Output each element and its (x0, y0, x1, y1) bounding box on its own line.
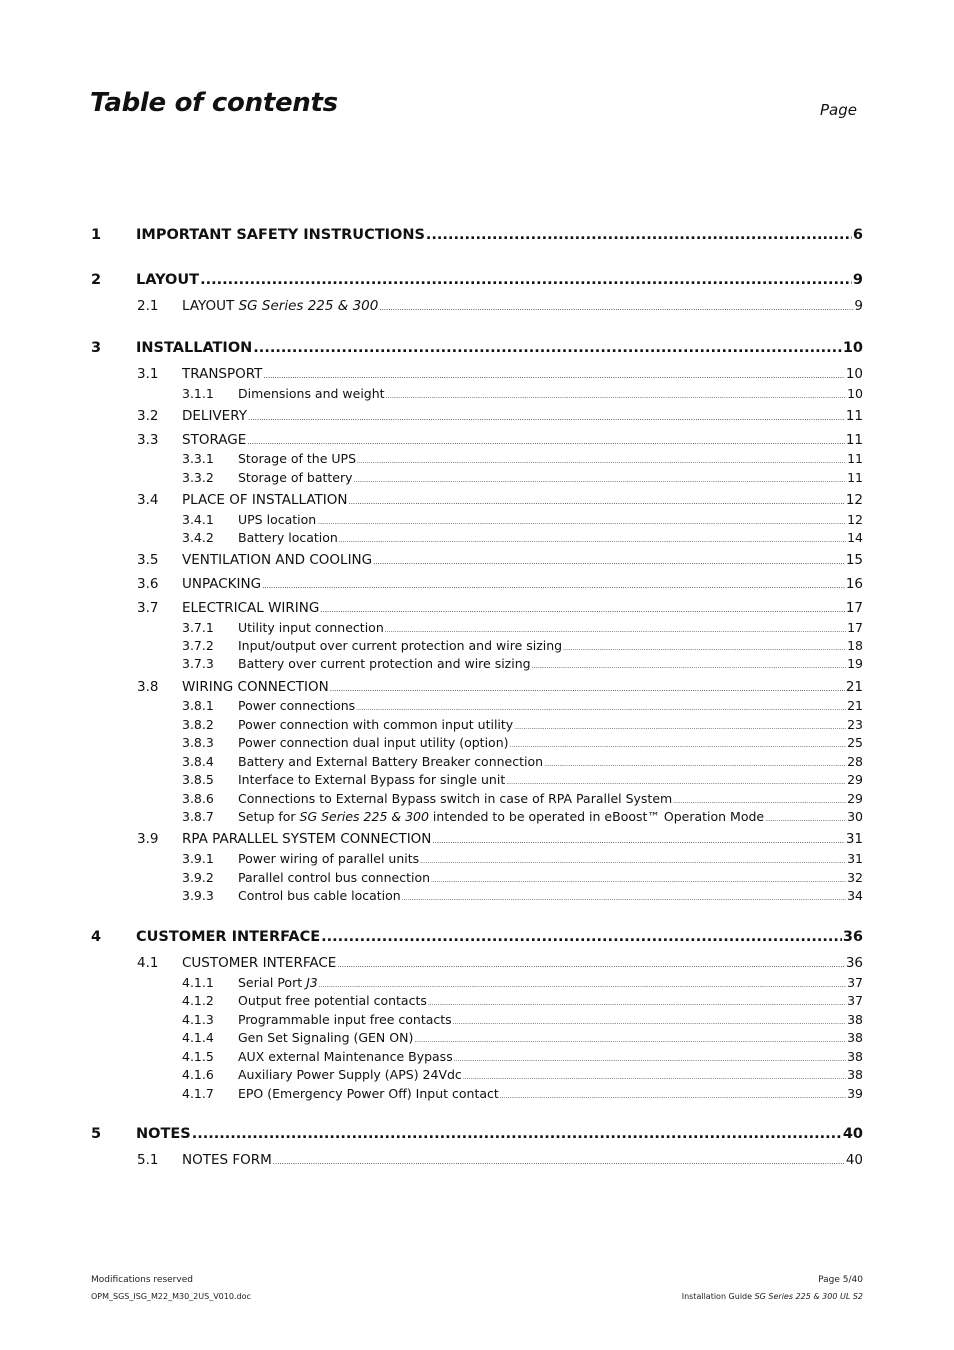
toc-entry-number: 3.9 (137, 831, 159, 847)
toc-entry-page: 32 (847, 870, 863, 885)
toc-dot-leader (532, 663, 847, 670)
toc-entry[interactable] (137, 432, 863, 450)
toc-entry-number: 3.7.3 (182, 656, 214, 671)
toc-entry-number: 3.9.1 (182, 851, 214, 866)
toc-entry[interactable] (137, 831, 863, 849)
toc-entry-number: 3.5 (137, 552, 159, 568)
toc-entry-page: 23 (847, 717, 863, 732)
toc-entry-page: 29 (847, 772, 863, 787)
footer-document-title (682, 1292, 863, 1301)
toc-entry-title: VENTILATION AND COOLING (182, 552, 373, 568)
toc-entry-page: 9 (852, 272, 863, 288)
toc-entry-title: Battery location (238, 530, 338, 545)
toc-entry-number: 3.4.2 (182, 530, 214, 545)
toc-entry-title: Serial Port J3 (238, 975, 318, 990)
toc-entry-title: NOTES (136, 1126, 191, 1142)
toc-dot-leader (373, 558, 845, 566)
toc-entry-page: 9 (854, 298, 863, 314)
toc-entry-number: 4.1.2 (182, 993, 214, 1008)
toc-entry-page: 12 (845, 492, 863, 508)
toc-entry-page: 40 (842, 1126, 863, 1142)
toc-entry[interactable] (182, 772, 863, 789)
toc-entry-page: 11 (847, 451, 863, 466)
toc-entry-number: 3.8.6 (182, 791, 214, 806)
toc-entry-title: Output free potential contacts (238, 993, 427, 1008)
toc-entry-title: LAYOUT (136, 272, 200, 288)
toc-entry-title: Battery and External Battery Breaker connection (238, 754, 544, 769)
toc-entry[interactable] (182, 975, 863, 992)
toc-entry-title: UNPACKING (182, 576, 262, 592)
toc-dot-leader (563, 645, 846, 652)
toc-entry-title: Control bus cable location (238, 888, 401, 903)
toc-dot-leader (319, 982, 846, 989)
toc-dot-leader (317, 519, 846, 526)
toc-entry-page: 18 (847, 638, 863, 653)
toc-entry-title: Storage of battery (238, 470, 353, 485)
toc-dot-leader (544, 761, 846, 768)
toc-entry-page: 16 (845, 576, 863, 592)
toc-entry[interactable] (137, 1152, 863, 1170)
toc-entry[interactable] (182, 470, 863, 487)
toc-entry-title: INSTALLATION (136, 340, 253, 356)
toc-entry-number: 3 (91, 340, 102, 356)
toc-dot-leader (348, 498, 844, 506)
toc-dot-leader (432, 837, 844, 845)
toc-entry-page: 19 (847, 656, 863, 671)
toc-entry-page: 21 (845, 679, 863, 695)
toc-entry-title: Programmable input free contacts (238, 1012, 452, 1027)
toc-entry[interactable] (137, 366, 863, 384)
toc-entry[interactable] (137, 576, 863, 594)
toc-dot-leader (453, 1019, 846, 1026)
toc-entry-number: 3.7.1 (182, 620, 214, 635)
toc-dot-leader (454, 1056, 846, 1063)
toc-entry[interactable] (182, 386, 863, 403)
page-title: Table of contents (90, 88, 338, 118)
toc-dot-leader (402, 895, 846, 902)
toc-entry-title: Power connection with common input utility (238, 717, 514, 732)
toc-entry[interactable] (91, 227, 863, 247)
toc-entry[interactable] (182, 870, 863, 887)
page-column-label: Page (820, 101, 857, 119)
toc-dot-leader (510, 742, 847, 749)
toc-entry-number: 3.8 (137, 679, 159, 695)
toc-entry[interactable] (182, 1049, 863, 1066)
toc-entry-number: 3.2 (137, 408, 159, 424)
toc-entry-title: Interface to External Bypass for single unit (238, 772, 506, 787)
toc-entry-page: 21 (847, 698, 863, 713)
footer-doc-prefix: Installation Guide (681, 1292, 755, 1301)
toc-entry-number: 4.1.3 (182, 1012, 214, 1027)
toc-entry-page: 39 (847, 1086, 863, 1101)
toc-entry-page: 14 (847, 530, 863, 545)
toc-entry-title: EPO (Emergency Power Off) Input contact (238, 1086, 499, 1101)
toc-entry[interactable] (182, 1086, 863, 1103)
toc-entry-page: 25 (847, 735, 863, 750)
toc-entry[interactable] (137, 955, 863, 973)
toc-entry-title: STORAGE (182, 432, 247, 448)
toc-entry-number: 3.9.2 (182, 870, 214, 885)
toc-entry[interactable] (182, 512, 863, 529)
toc-entry[interactable] (137, 679, 863, 697)
toc-dot-leader (426, 227, 852, 243)
toc-entry-number: 4.1.6 (182, 1067, 214, 1082)
toc-entry[interactable] (182, 1030, 863, 1047)
toc-entry-page: 31 (845, 831, 863, 847)
toc-entry-page: 36 (845, 955, 863, 971)
toc-entry-page: 36 (842, 929, 863, 945)
toc-entry-number: 3.7 (137, 600, 159, 616)
toc-entry-page: 38 (847, 1012, 863, 1027)
toc-entry-title: Storage of the UPS (238, 451, 357, 466)
toc-entry-title: Battery over current protection and wire sizing (238, 656, 531, 671)
toc-dot-leader (514, 724, 846, 731)
toc-entry[interactable] (182, 993, 863, 1010)
toc-entry-number: 3.8.7 (182, 809, 214, 824)
toc-entry[interactable] (182, 530, 863, 547)
toc-entry-page: 10 (842, 340, 863, 356)
toc-entry-page: 10 (847, 386, 863, 401)
toc-entry-page: 38 (847, 1030, 863, 1045)
toc-entry-number: 3.8.2 (182, 717, 214, 732)
toc-entry-number: 2 (91, 272, 102, 288)
toc-entry-number: 3.1.1 (182, 386, 214, 401)
toc-dot-leader (386, 393, 847, 400)
toc-entry-title: WIRING CONNECTION (182, 679, 329, 695)
toc-entry-page: 37 (847, 975, 863, 990)
toc-dot-leader (385, 627, 846, 634)
toc-entry-title: Utility input connection (238, 620, 384, 635)
toc-entry[interactable] (182, 735, 863, 752)
toc-dot-leader (428, 1000, 846, 1007)
toc-entry[interactable] (182, 717, 863, 734)
toc-entry[interactable] (182, 698, 863, 715)
toc-entry-number: 4.1.7 (182, 1086, 214, 1101)
toc-entry-title: Input/output over current protection and wire sizing (238, 638, 563, 653)
toc-dot-leader (354, 477, 847, 484)
toc-entry-number: 5 (91, 1126, 102, 1142)
toc-dot-leader (500, 1093, 846, 1100)
toc-entry-number: 2.1 (137, 298, 159, 314)
toc-entry-page: 40 (845, 1152, 863, 1168)
toc-entry[interactable] (91, 1126, 863, 1146)
toc-entry-number: 5.1 (137, 1152, 159, 1168)
toc-dot-leader (321, 929, 842, 945)
toc-dot-leader (414, 1037, 846, 1044)
toc-entry-title: LAYOUT SG Series 225 & 300 (182, 298, 379, 314)
toc-entry-number: 3.7.2 (182, 638, 214, 653)
toc-dot-leader (200, 272, 852, 288)
toc-dot-leader (262, 582, 845, 590)
toc-entry-page: 37 (847, 993, 863, 1008)
toc-dot-leader (420, 858, 846, 865)
footer-filename: OPM_SGS_ISG_M22_M30_2US_V010.doc (91, 1292, 251, 1301)
toc-entry-title: Power connections (238, 698, 356, 713)
toc-entry-page: 30 (847, 809, 863, 824)
toc-entry-number: 3.9.3 (182, 888, 214, 903)
toc-entry[interactable] (182, 1012, 863, 1029)
toc-entry-title: Dimensions and weight (238, 386, 385, 401)
toc-entry-number: 3.1 (137, 366, 159, 382)
toc-entry-number: 3.4 (137, 492, 159, 508)
toc-dot-leader (673, 798, 846, 805)
toc-entry[interactable] (182, 1067, 863, 1084)
toc-dot-leader (320, 606, 844, 614)
toc-entry-page: 11 (845, 408, 863, 424)
toc-entry-page: 38 (847, 1049, 863, 1064)
toc-entry-number: 3.8.1 (182, 698, 214, 713)
toc-entry-number: 4.1.4 (182, 1030, 214, 1045)
toc-entry[interactable] (182, 809, 863, 826)
toc-entry-number: 3.3.2 (182, 470, 214, 485)
toc-dot-leader (431, 877, 846, 884)
toc-entry[interactable] (91, 272, 863, 292)
toc-entry[interactable] (91, 340, 863, 360)
toc-entry-page: 11 (847, 470, 863, 485)
toc-entry-page: 28 (847, 754, 863, 769)
toc-entry-title: Auxiliary Power Supply (APS) 24Vdc (238, 1067, 462, 1082)
toc-entry-title: CUSTOMER INTERFACE (136, 929, 321, 945)
toc-entry-number: 3.8.3 (182, 735, 214, 750)
toc-entry-number: 1 (91, 227, 102, 243)
toc-entry-number: 3.8.5 (182, 772, 214, 787)
toc-entry[interactable] (137, 298, 863, 316)
toc-dot-leader (263, 372, 844, 380)
toc-dot-leader (357, 458, 846, 465)
toc-entry-title: Setup for SG Series 225 & 300 intended to be operated in eBoost™ Operation Mode (238, 809, 765, 824)
toc-entry[interactable] (182, 888, 863, 905)
toc-entry-title: PLACE OF INSTALLATION (182, 492, 348, 508)
toc-entry-number: 4.1 (137, 955, 159, 971)
toc-entry-title: DELIVERY (182, 408, 247, 424)
toc-entry[interactable] (182, 620, 863, 637)
toc-entry-page: 17 (845, 600, 863, 616)
toc-entry-page: 12 (847, 512, 863, 527)
toc-dot-leader (248, 414, 845, 422)
footer-page-number: Page 5/40 (818, 1275, 863, 1285)
toc-dot-leader (463, 1074, 846, 1081)
toc-entry-page: 31 (847, 851, 863, 866)
toc-dot-leader (339, 537, 846, 544)
toc-entry-title: Parallel control bus connection (238, 870, 431, 885)
toc-entry-title: ELECTRICAL WIRING (182, 600, 320, 616)
toc-entry[interactable] (182, 638, 863, 655)
toc-entry[interactable] (137, 408, 863, 426)
toc-entry-number: 3.3.1 (182, 451, 214, 466)
toc-dot-leader (356, 705, 846, 712)
toc-dot-leader (337, 961, 844, 969)
toc-entry[interactable] (182, 656, 863, 673)
toc-entry[interactable] (182, 451, 863, 468)
toc-entry-number: 3.6 (137, 576, 159, 592)
toc-entry-page: 15 (845, 552, 863, 568)
toc-entry-title: RPA PARALLEL SYSTEM CONNECTION (182, 831, 432, 847)
toc-entry-page: 10 (845, 366, 863, 382)
toc-entry-title: AUX external Maintenance Bypass (238, 1049, 453, 1064)
toc-entry-title: TRANSPORT (182, 366, 263, 382)
toc-entry-title: NOTES FORM (182, 1152, 272, 1168)
toc-entry-number: 3.8.4 (182, 754, 214, 769)
toc-dot-leader (273, 1158, 845, 1166)
toc-dot-leader (379, 304, 853, 312)
toc-entry-title: IMPORTANT SAFETY INSTRUCTIONS (136, 227, 425, 243)
toc-dot-leader (247, 438, 845, 446)
toc-entry-title: Power wiring of parallel units (238, 851, 420, 866)
toc-entry-title: Power connection dual input utility (option) (238, 735, 509, 750)
toc-entry-page: 11 (845, 432, 863, 448)
footer-doc-model: SG Series 225 & 300 UL S2 (754, 1292, 863, 1301)
toc-entry-number: 4 (91, 929, 102, 945)
toc-entry[interactable] (137, 492, 863, 510)
toc-entry[interactable] (182, 851, 863, 868)
toc-entry[interactable] (182, 754, 863, 771)
toc-entry-number: 3.3 (137, 432, 159, 448)
toc-entry-title: CUSTOMER INTERFACE (182, 955, 337, 971)
toc-dot-leader (253, 340, 842, 356)
footer-modifications: Modifications reserved (91, 1275, 193, 1285)
toc-entry-page: 29 (847, 791, 863, 806)
toc-entry-number: 4.1.1 (182, 975, 214, 990)
toc-entry-title: UPS location (238, 512, 317, 527)
toc-entry-page: 34 (847, 888, 863, 903)
toc-entry[interactable] (137, 552, 863, 570)
toc-dot-leader (330, 685, 845, 693)
toc-dot-leader (192, 1126, 842, 1142)
toc-entry[interactable] (91, 929, 863, 949)
toc-entry-page: 38 (847, 1067, 863, 1082)
toc-entry-page: 17 (847, 620, 863, 635)
toc-entry-number: 4.1.5 (182, 1049, 214, 1064)
toc-entry-title: Gen Set Signaling (GEN ON) (238, 1030, 414, 1045)
toc-entry[interactable] (182, 791, 863, 808)
toc-entry-page: 6 (852, 227, 863, 243)
toc-entry-title: Connections to External Bypass switch in case of RPA Parallel System (238, 791, 673, 806)
toc-entry[interactable] (137, 600, 863, 618)
toc-entry-number: 3.4.1 (182, 512, 214, 527)
toc-dot-leader (765, 816, 846, 823)
toc-dot-leader (506, 779, 846, 786)
